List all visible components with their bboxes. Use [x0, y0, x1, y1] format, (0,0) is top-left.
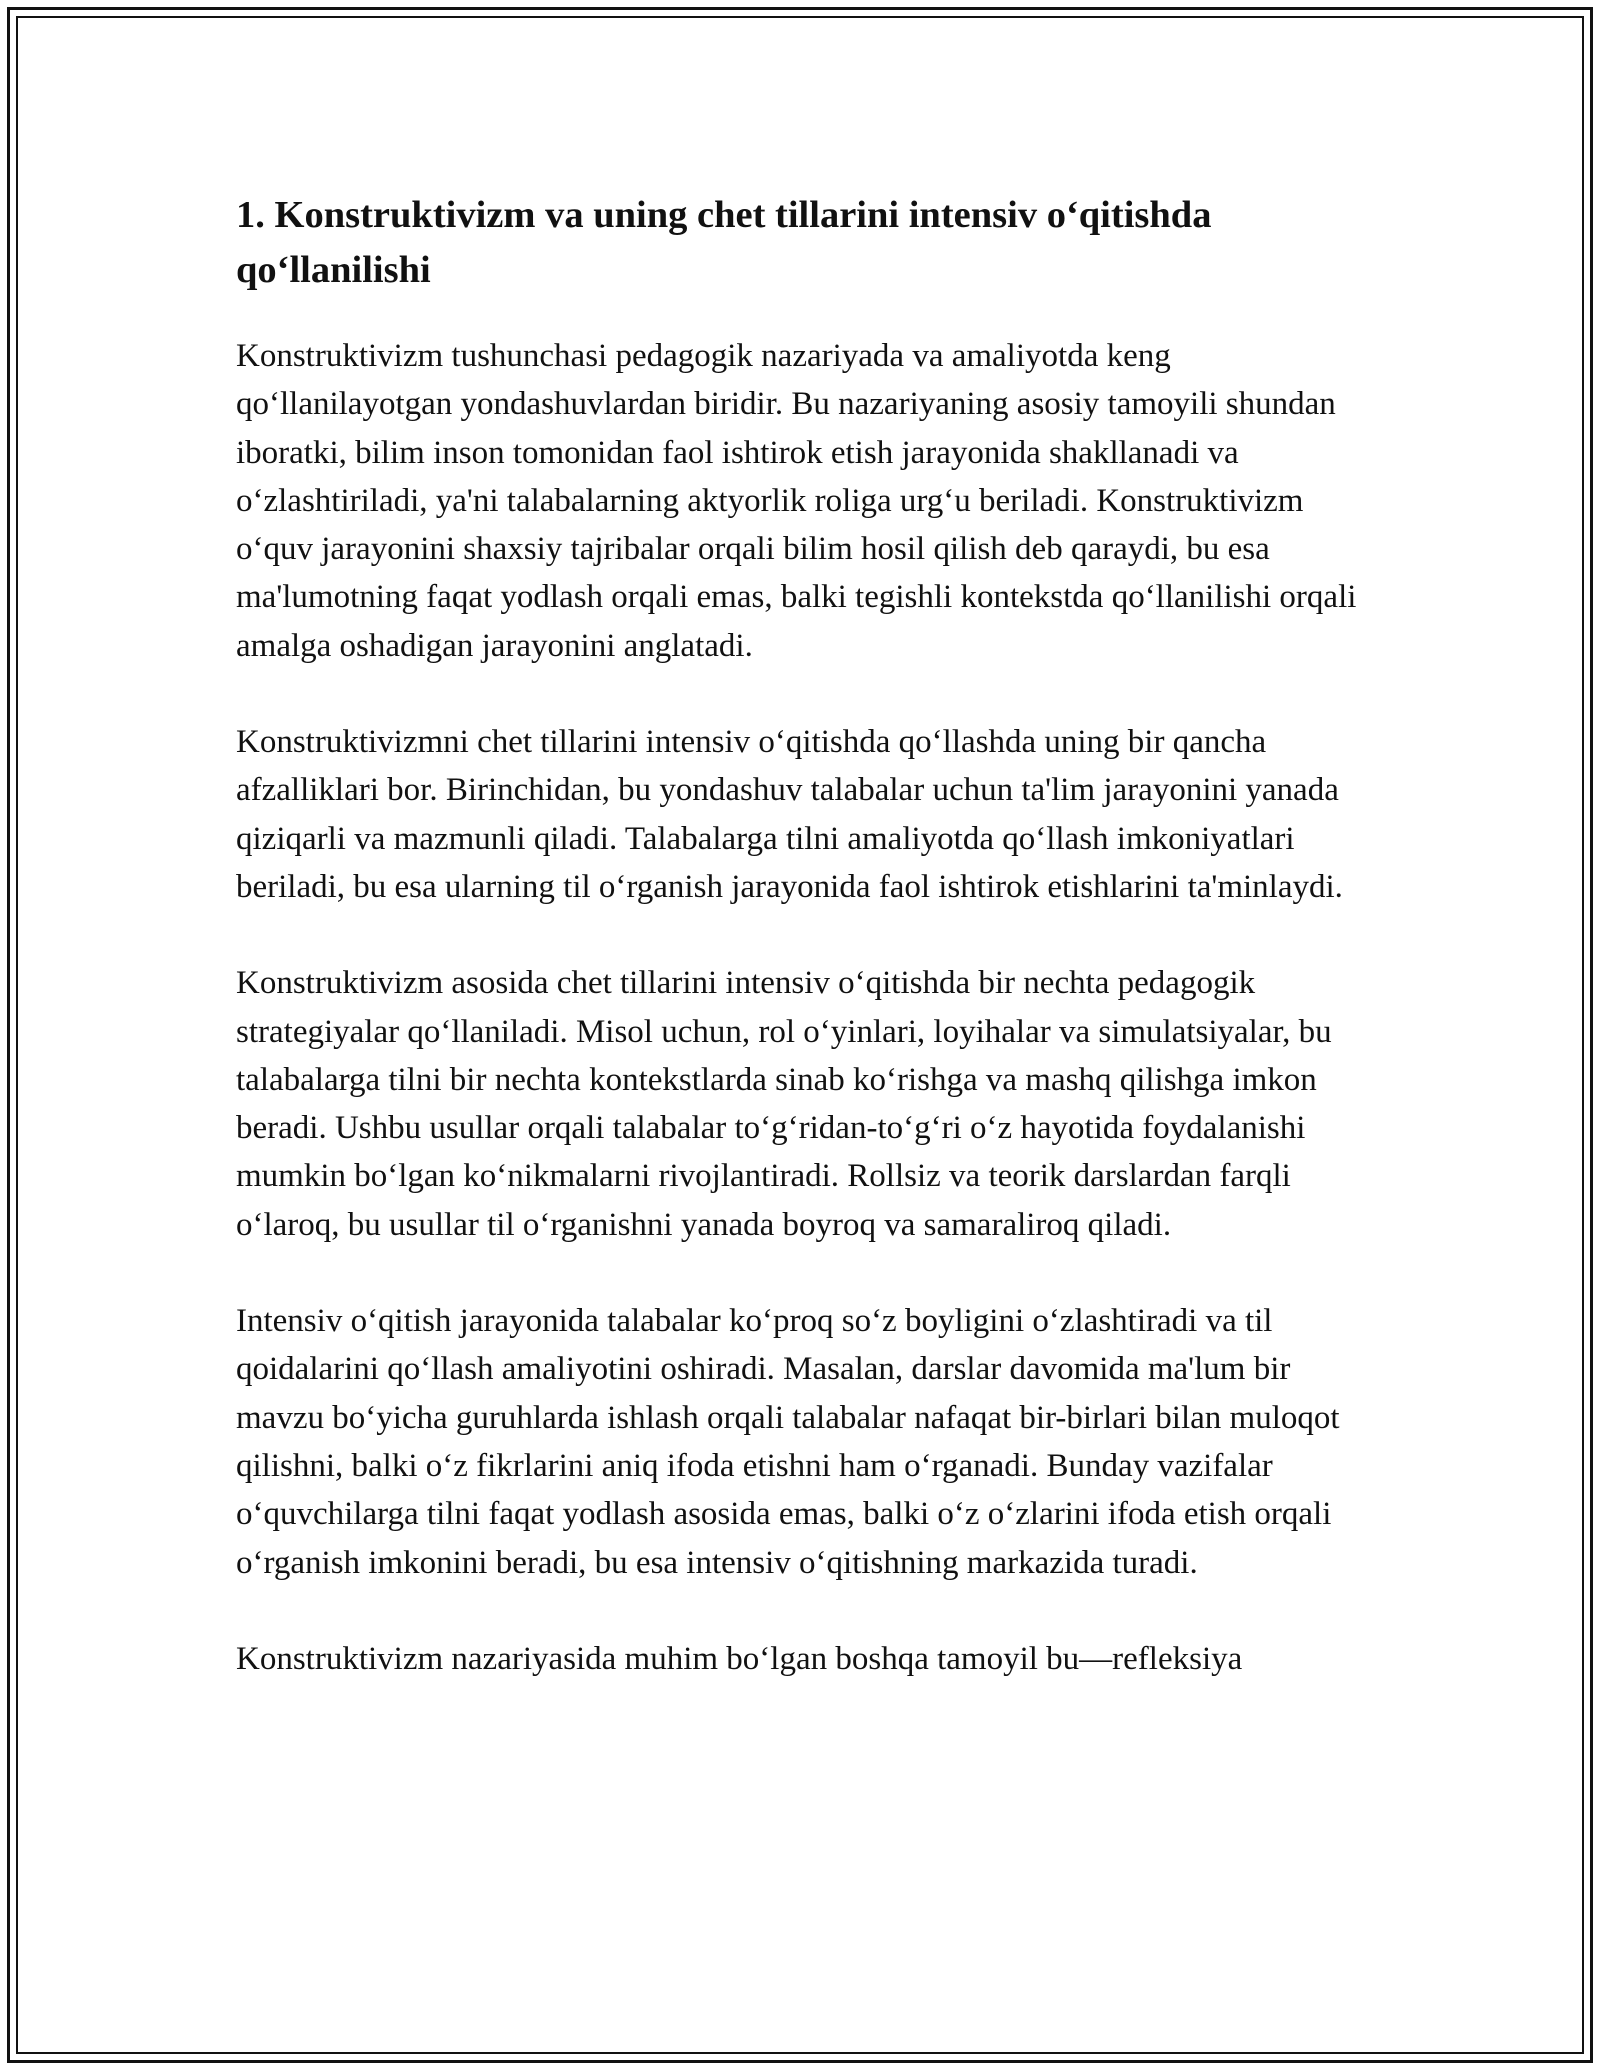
paragraph-2: Konstruktivizmni chet tillarini intensiv o‘qitishda qo‘llashda uning bir qancha afzalliklari bor. Birinchidan, bu yondashuv talabalar uchun ta'lim jarayonini yanada qiziqarli va mazmunli qiladi. Talabalarga tilni amaliyotda qo‘llash imkoniyatlari beriladi, bu esa ularning til o‘rganish jarayonida faol ishtirok etishlarini ta'minlaydi.	[236, 724, 1343, 905]
paragraph-3: Konstruktivizm asosida chet tillarini intensiv o‘qitishda bir nechta pedagogik strategiyalar qo‘llaniladi. Misol uchun, rol o‘yinlari, loyihalar va simulatsiyalar, bu talabalarga tilni bir nechta kontekstlarda sinab ko‘rishga va mashq qilishga imkon beradi. Ushbu usullar orqali talabalar to‘g‘ridan-to‘g‘ri o‘z hayotida foydalanishi mumkin bo‘lgan ko‘nikmalarni rivojlantiradi. Rollsiz va teorik darslardan farqli o‘laroq, bu usullar til o‘rganishni yanada boyroq va samaraliroq qiladi.	[236, 965, 1332, 1243]
paragraph-1: Konstruktivizm tushunchasi pedagogik nazariyada va amaliyotda keng qo‘llanilayotgan yondashuvlardan biridir. Bu nazariyaning asosiy tamoyili shundan iboratki, bilim inson tomonidan faol ishtirok etish jarayonida shakllanadi va o‘zlashtiriladi, ya'ni talabalarning aktyorlik roliga urg‘u beriladi. Konstruktivizm o‘quv jarayonini shaxsiy tajribalar orqali bilim hosil qilish deb qaraydi, bu esa ma'lumotning faqat yodlash orqali emas, balki tegishli kontekstda qo‘llanilishi orqali amalga oshadigan jarayonini anglatadi.	[236, 338, 1357, 664]
document-body	[236, 188, 1371, 1731]
paragraph-5: Konstruktivizm nazariyasida muhim bo‘lgan boshqa tamoyil bu—refleksiya	[236, 1640, 1243, 1677]
paragraph-4: Intensiv o‘qitish jarayonida talabalar ko‘proq so‘z boyligini o‘zlashtiradi va til qoidalarini qo‘llash amaliyotini oshiradi. Masalan, darslar davomida ma'lum bir mavzu bo‘yicha guruhlarda ishlash orqali talabalar nafaqat bir-birlari bilan muloqot qilishni, balki o‘z fikrlarini aniq ifoda etishni ham o‘rganadi. Bunday vazifalar o‘quvchilarga tilni faqat yodlash asosida emas, balki o‘z o‘zlarini ifoda etish orqali o‘rganish imkonini beradi, bu esa intensiv o‘qitishning markazida turadi.	[236, 1303, 1340, 1581]
section-heading: 1. Konstruktivizm va uning chet tillarini intensiv o‘qitishda qo‘llanilishi	[236, 194, 1212, 291]
